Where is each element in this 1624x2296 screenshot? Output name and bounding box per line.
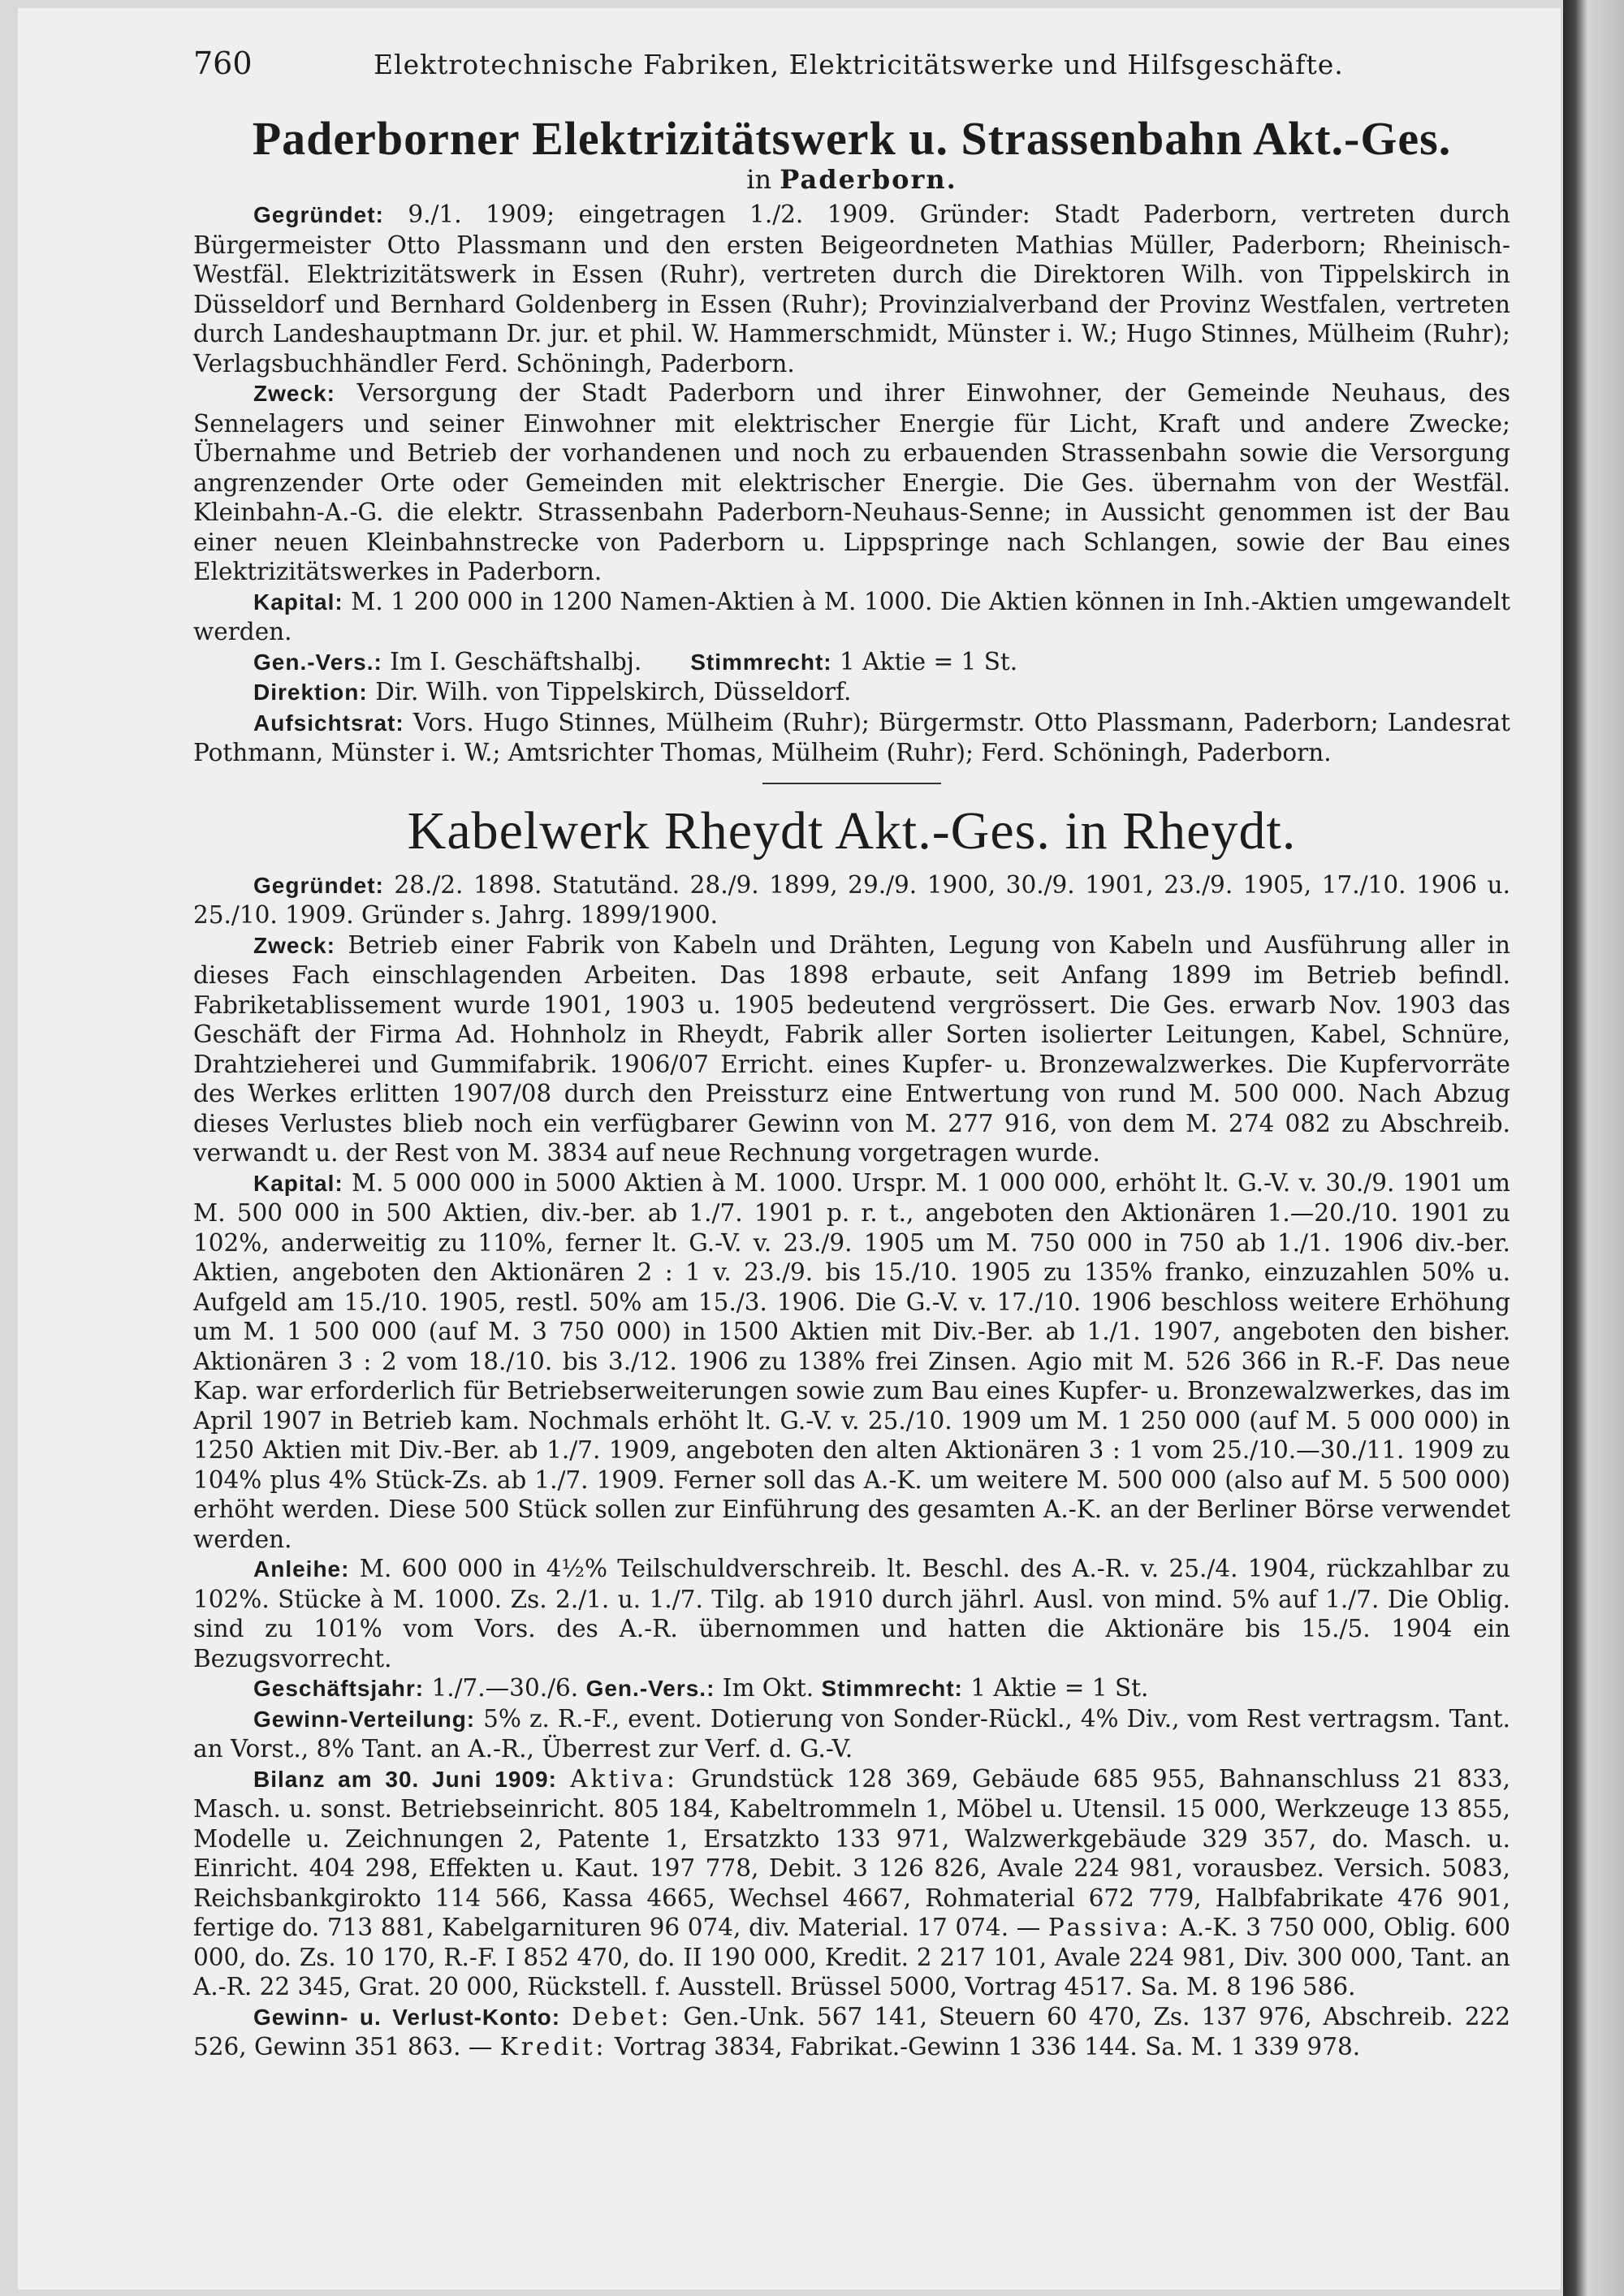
text-anleihe: M. 600 000 in 4½% Teilschuldverschreib. lt. Beschl. des A.-R. v. 25./4. 1904, rückzahlbar zu 102%. Stücke à M. 1000. Zs. 2./1. u. 1./7. Tilg. ab 1910 durch jährl. Ausl. von mind. 5% auf 1./7. Die Oblig. sind zu 101% vom Vors. des A.-R. übernommen und hatten die Aktionäre bis 15./5. 1904 ein Bezugsvorrecht.: [193, 1555, 1510, 1672]
text-aktiva: Grundstück 128 369, Gebäude 685 955, Bahnanschluss 21 833, Masch. u. sonst. Betriebseinricht. 805 184, Kabeltrommeln 1, Möbel u. Utensil. 15 000, Werkzeuge 13 855, Modelle u. Zeichnungen 2, Patente 1, Ersatzkto 133 971, Walzwerkgebäude 329 357, do. Masch. u. Einricht. 404 298, Effekten u. Kaut. 197 778, Debit. 3 126 826, Avale 224 981, vorausbez. Versich. 5083, Reichsbankgirokto 114 566, Kassa 4665, Wechsel 4667, Rohmaterial 672 779, Halbfabrikate 476 901, fertige do. 713 881, Kabelgarnituren 96 074, div. Material. 17 074. —: [193, 1764, 1510, 1941]
label-gen-vers: Gen.-Vers.:: [585, 1676, 715, 1701]
text-debet: Gen.-Unk. 567 141, Steuern 60 470, Zs. 137 976, Abschreib. 222 526, Gewinn 351 863. —: [193, 2002, 1510, 2061]
text-stimmrecht: 1 Aktie = 1 St.: [831, 647, 1018, 675]
label-aufsichtsrat: Aufsichtsrat:: [253, 710, 404, 736]
label-gegruendet: Gegründet:: [253, 202, 384, 227]
label-bilanz: Bilanz am 30. Juni 1909:: [253, 1766, 557, 1792]
label-debet: Debet:: [572, 2002, 672, 2031]
label-stimmrecht: Stimmrecht:: [821, 1676, 963, 1701]
label-geschaeftsjahr: Geschäftsjahr:: [253, 1676, 425, 1701]
running-head: [193, 45, 1510, 83]
company2-body: [193, 870, 1510, 2062]
company1-gegruendet: [193, 200, 1510, 378]
company2-title: Kabelwerk Rheydt Akt.-Ges. in Rheydt.: [407, 801, 1297, 861]
label-zweck: Zweck:: [253, 932, 335, 958]
text-kredit: Vortrag 3834, Fabrikat.-Gewinn 1 336 144. Sa. M. 1 339 978.: [607, 2033, 1361, 2061]
running-title: Elektrotechnische Fabriken, Elektricitätswerke und Hilfsgeschäfte.: [374, 49, 1344, 80]
label-gen-vers: Gen.-Vers.:: [253, 649, 382, 675]
label-passiva: Passiva:: [1047, 1914, 1172, 1941]
text-zweck: Versorgung der Stadt Paderborn und ihrer Einwohner, der Gemeinde Neuhaus, des Sennelagers und seiner Einwohner mit elektrischer Energie für Licht, Kraft und andere Zwecke; Übernahme und Betrieb der vorhandenen und noch zu erbauenden Strassenbahn sowie die Versorgung angrenzender Orte oder Gemeinden mit elektrischer Energie. Die Ges. übernahm von der Westfäl. Kleinbahn-A.-G. die elektr. Strassenbahn Paderborn-Neuhaus-Senne; in Aussicht genommen ist der Bau einer neuen Kleinbahnstrecke von Paderborn u. Lippspringe nach Schlangen, sowie der Bau eines Elektrizitätswerkes in Paderborn.: [193, 379, 1510, 585]
company1-gen-vers: [193, 647, 1510, 678]
text-stimmrecht: 1 Aktie = 1 St.: [962, 1674, 1149, 1702]
label-aktiva: Aktiva:: [570, 1764, 678, 1793]
text-kapital: M. 5 000 000 in 5000 Aktien à M. 1000. Urspr. M. 1 000 000, erhöht lt. G.-V. v. 30./9. 1901 um M. 500 000 in 500 Aktien, div.-ber. ab 1./7. 1901 p. r. t., angeboten den Aktionären 1.—20./10. 1901 zu 102%, anderweitig zu 110%, ferner lt. G.-V. v. 23./9. 1905 um M. 750 000 in 750 ab 1./1. 1906 div.-ber. Aktien, angeboten den Aktionären 2 : 1 v. 23./9. bis 15./10. 1905 zu 135% franko, einzuzahlen 50% u. Aufgeld am 15./10. 1905, restl. 50% am 15./3. 1906. Die G.-V. v. 17./10. 1906 beschloss weitere Erhöhung um M. 1 500 000 (auf M. 3 750 000) in 1500 Aktien mit Div.-Ber. ab 1./1. 1907, angeboten den bisher. Aktionären 3 : 2 vom 18./10. bis 3./12. 1906 zu 138% frei Zinsen. Agio mit M. 526 366 in R.-F. Das neue Kap. war erforderlich für Betriebserweiterungen sowie zum Bau eines Kupfer- u. Bronzewalzwerkes, das im April 1907 in Betrieb kam. Nochmals erhöht lt. G.-V. v. 25./10. 1909 um M. 1 250 000 (auf M. 5 000 000) in 1250 Aktien mit Div.-Ber. ab 1./7. 1909, angeboten den alten Aktionären 3 : 1 vom 25./10.—30./11. 1909 zu 104% plus 4% Stück-Zs. ab 1./7. 1909. Ferner soll das A.-K. um weitere M. 500 000 (also auf M. 5 500 000) erhöht werden. Diese 500 Stück sollen zur Einführung des gesamten A.-K. an der Berliner Börse verwendet werden.: [193, 1168, 1510, 1553]
company1-subtitle: [193, 164, 1510, 195]
company1-aufsichtsrat: [193, 708, 1510, 768]
company2-gegruendet: [193, 870, 1510, 930]
label-direktion: Direktion:: [253, 680, 368, 705]
text-geschaeftsjahr: 1./7.—30./6.: [424, 1674, 579, 1702]
label-zweck: Zweck:: [253, 381, 335, 406]
text-gen-vers: Im I. Geschäftshalbj.: [382, 647, 642, 675]
text-passiva: A.-K. 3 750 000, Oblig. 600 000, do. Zs. 10 170, R.-F. I 852 470, do. II 190 000, Kredit. 2 217 101, Avale 224 981, Div. 300 000, Tant. an A.-R. 22 345, Grat. 20 000, Rückstell. f. Ausstell. Brüssel 5000, Vortrag 4517. Sa. M. 8 196 586.: [193, 1914, 1510, 2000]
subtitle-location: Paderborn.: [780, 164, 957, 195]
label-kapital: Kapital:: [253, 1170, 343, 1196]
text-gegruendet: 9./1. 1909; eingetragen 1./2. 1909. Gründer: Stadt Paderborn, vertreten durch Bürgermeister Otto Plassmann und den ersten Beigeordneten Mathias Müller, Paderborn; Rheinisch-Westfäl. Elektrizitätswerk in Essen (Ruhr), vertreten durch die Direktoren Wilh. von Tippelskirch in Düsseldorf und Bernhard Goldenberg in Essen (Ruhr); Provinzialverband der Provinz Westfalen, vertreten durch Landeshauptmann Dr. jur. et phil. W. Hammerschmidt, Münster i. W.; Hugo Stinnes, Mülheim (Ruhr); Verlagsbuchhändler Ferd. Schöningh, Paderborn.: [193, 201, 1510, 378]
company2-bilanz: [193, 1764, 1510, 2002]
subtitle-prefix: in: [746, 164, 772, 195]
label-gewinn-verlust: Gewinn- u. Verlust-Konto:: [253, 2004, 561, 2030]
company1-zweck: [193, 378, 1510, 587]
company2-kapital: [193, 1168, 1510, 1555]
text-zweck: Betrieb einer Fabrik von Kabeln und Drähten, Legung von Kabeln und Ausführung aller in dieses Fach einschlagenden Arbeiten. Das 1898 erbaute, seit Anfang 1899 im Betrieb befindl. Fabriketablissement wurde 1901, 1903 u. 1905 bedeutend vergrössert. Die Ges. erwarb Nov. 1903 das Geschäft der Firma Ad. Hohnholz in Rheydt, Fabrik aller Sorten isolierter Leitungen, Kabel, Schnüre, Drahtzieherei und Gummifabrik. 1906/07 Erricht. eines Kupfer- u. Bronzewalzwerkes. Die Kupfervorräte des Werkes erlitten 1907/08 durch den Preissturz eine Entwertung von rund M. 500 000. Nach Abzug dieses Verlustes blieb noch ein verfügbarer Gewinn von M. 277 916, von dem M. 274 082 zu Abschreib. verwandt u. der Rest von M. 3834 auf neue Rechnung vorgetragen wurde.: [193, 930, 1510, 1167]
company2-anleihe: [193, 1554, 1510, 1673]
binding-edge: [1563, 0, 1624, 2296]
label-kredit: Kredit:: [499, 2033, 607, 2061]
company2-gewinn-verlust: [193, 2002, 1510, 2062]
text-aufsichtsrat: Vors. Hugo Stinnes, Mülheim (Ruhr); Bürgermstr. Otto Plassmann, Paderborn; Landesrat Pothmann, Münster i. W.; Amtsrichter Thomas, Mülheim (Ruhr); Ferd. Schöningh, Paderborn.: [193, 708, 1510, 766]
company2-gewinn-verteilung: [193, 1704, 1510, 1764]
label-gewinn-verteilung: Gewinn-Verteilung:: [253, 1706, 476, 1732]
label-gegruendet: Gegründet:: [253, 872, 384, 898]
company1-direktion: [193, 677, 1510, 708]
company1-body: [193, 200, 1510, 768]
text-kapital: M. 1 200 000 in 1200 Namen-Aktien à M. 1000. Die Aktien können in Inh.-Aktien umgewandelt werden.: [193, 587, 1510, 645]
company1-title: Paderborner Elektrizitätswerk u. Strassenbahn Akt.-Ges.: [252, 112, 1452, 165]
section-divider: [762, 783, 941, 784]
text-gen-vers: Im Okt.: [715, 1674, 814, 1702]
text-gegruendet: 28./2. 1898. Statutänd. 28./9. 1899, 29./9. 1900, 30./9. 1901, 23./9. 1905, 17./10. 1906 u. 25./10. 1909. Gründer s. Jahrg. 1899/1900.: [193, 870, 1510, 929]
page-content: [193, 45, 1510, 2062]
label-stimmrecht: Stimmrecht:: [690, 649, 832, 675]
text-gewinn-verteilung: 5% z. R.-F., event. Dotierung von Sonder-Rückl., 4% Div., vom Rest vertragsm. Tant. an Vorst., 8% Tant. an A.-R., Überrest zur Verf. d. G.-V.: [193, 1704, 1510, 1763]
label-anleihe: Anleihe:: [253, 1556, 350, 1582]
company2-geschaeftsjahr: [193, 1673, 1510, 1704]
text-direktion: Dir. Wilh. von Tippelskirch, Düsseldorf.: [367, 678, 852, 706]
label-kapital: Kapital:: [253, 589, 343, 615]
company2-zweck: [193, 930, 1510, 1168]
company1-kapital: [193, 587, 1510, 647]
page-number: 760: [193, 45, 253, 81]
